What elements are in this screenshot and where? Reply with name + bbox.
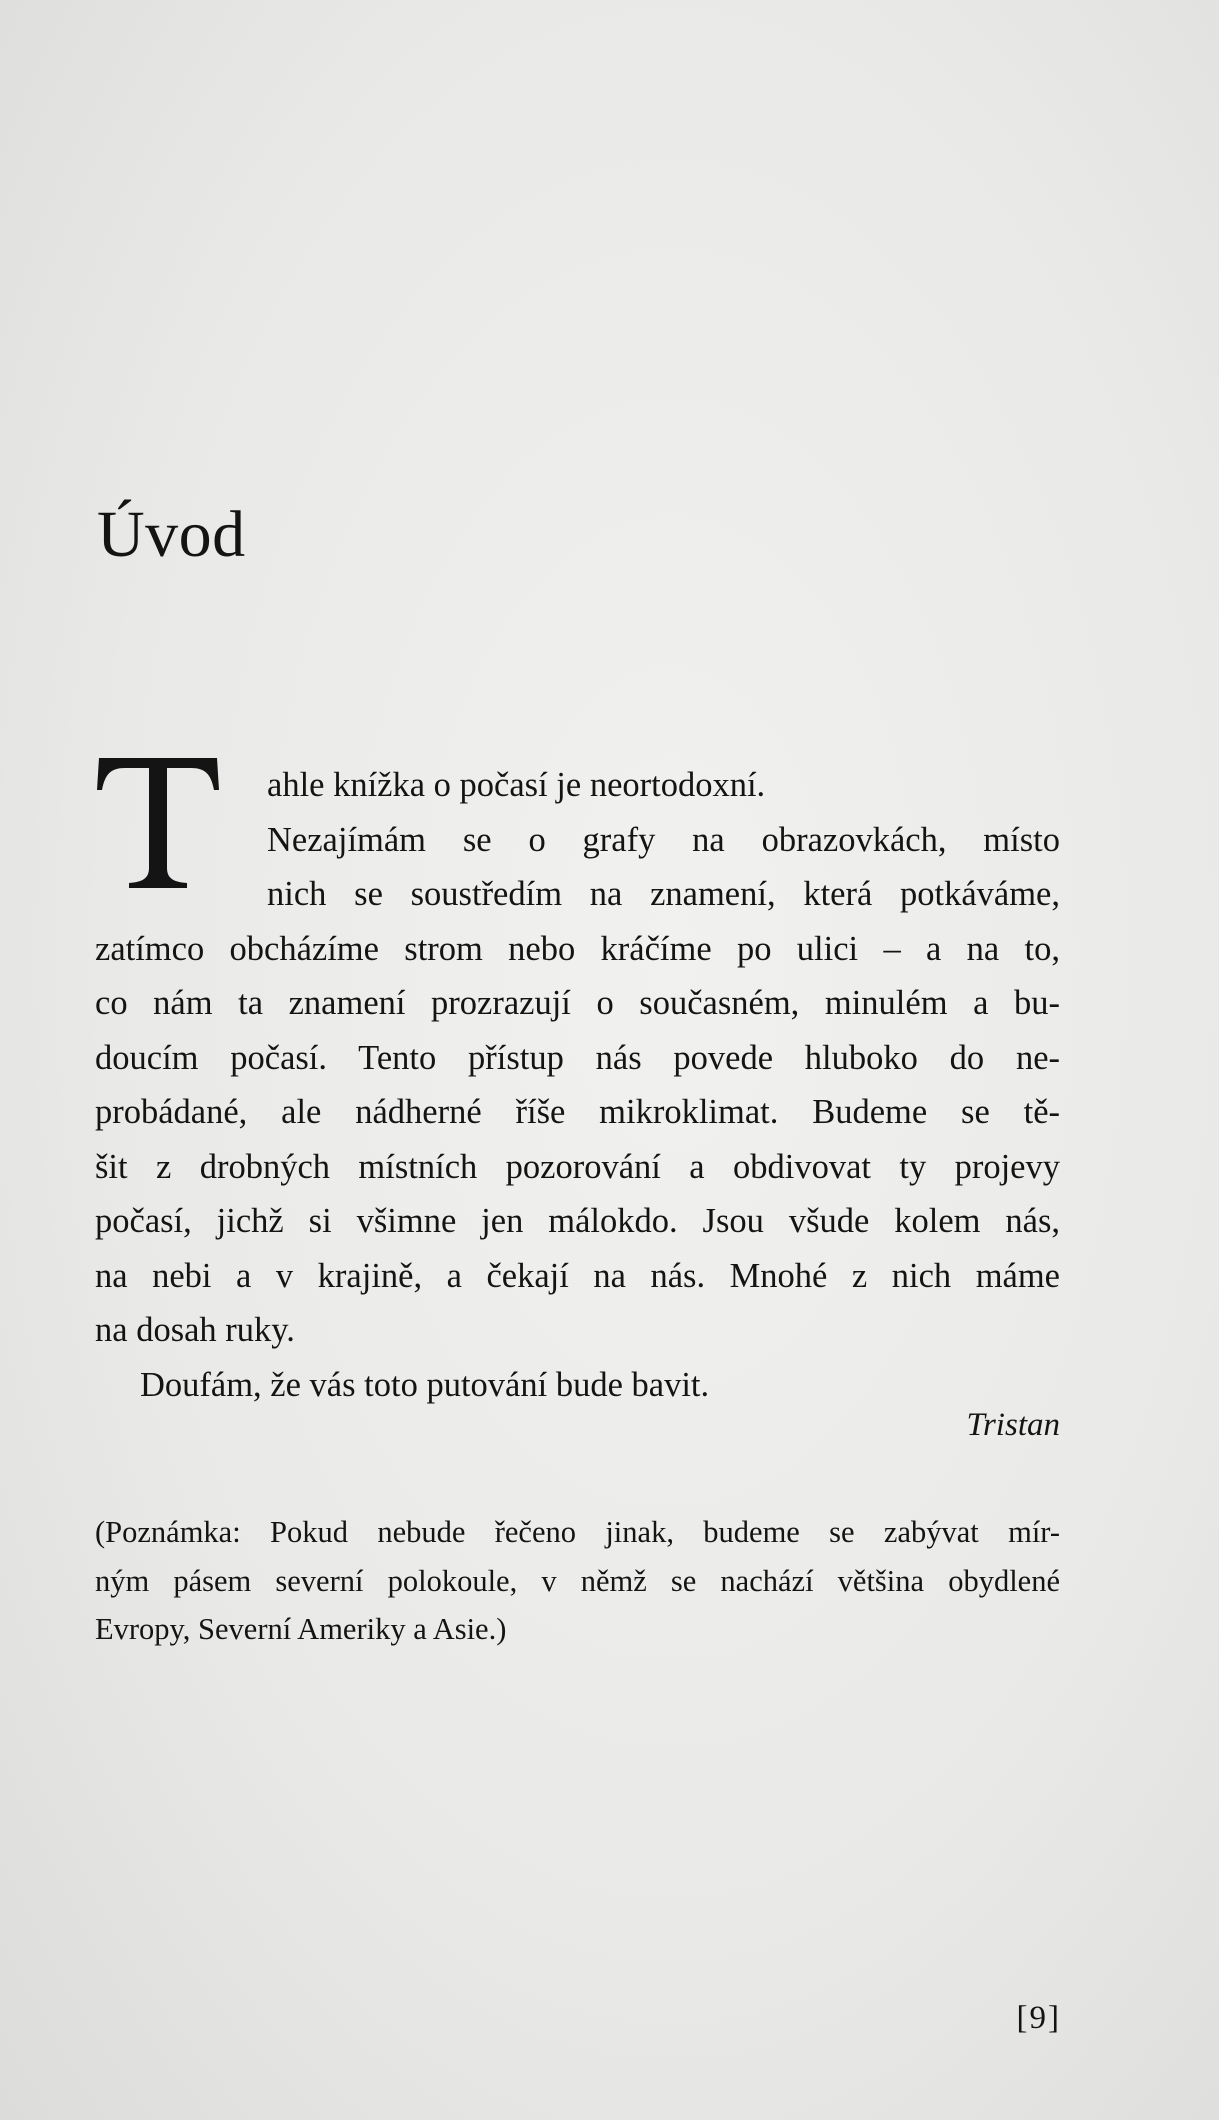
text-line: na dosah ruky. (95, 1311, 295, 1349)
text-line: ahle knížka o počasí je neortodoxní. (267, 766, 766, 804)
text-line: počasí, jichž si všimne jen málokdo. Jsou všude kolem nás, (95, 1202, 1060, 1240)
page-number: [9] (1016, 2000, 1061, 2036)
text-line: probádané, ale nádherné říše mikroklimat. Budeme se tě- (95, 1093, 1060, 1131)
text-line: nich se soustředím na znamení, která potkáváme, (267, 875, 1060, 913)
author-signature: Tristan (966, 1407, 1060, 1443)
note-line: ným pásem severní polokoule, v němž se nachází většina obydlené (95, 1563, 1060, 1598)
text-line: zatímco obcházíme strom nebo kráčíme po ulici – a na to, (95, 929, 1060, 968)
paragraph-2: Doufám, že vás toto putování bude bavit. (140, 1365, 710, 1404)
note-paragraph (95, 1508, 1060, 1654)
note-line: (Poznámka: Pokud nebude řečeno jinak, budeme se zabývat mír- (95, 1515, 1060, 1549)
note-line: Evropy, Severní Ameriky a Asie.) (95, 1612, 507, 1646)
text-line: Nezajímám se o grafy na obrazovkách, místo (267, 820, 1060, 859)
text-line: co nám ta znamení prozrazují o současném, minulém a bu- (95, 984, 1060, 1022)
text-line: doucím počasí. Tento přístup nás povede hluboko do ne- (95, 1038, 1060, 1077)
text-line: šit z drobných místních pozorování a obdivovat ty projevy (95, 1147, 1060, 1186)
chapter-title: Úvod (97, 498, 246, 572)
paragraph-1 (95, 758, 1060, 1412)
text-line: na nebi a v krajině, a čekají na nás. Mnohé z nich máme (95, 1256, 1060, 1295)
